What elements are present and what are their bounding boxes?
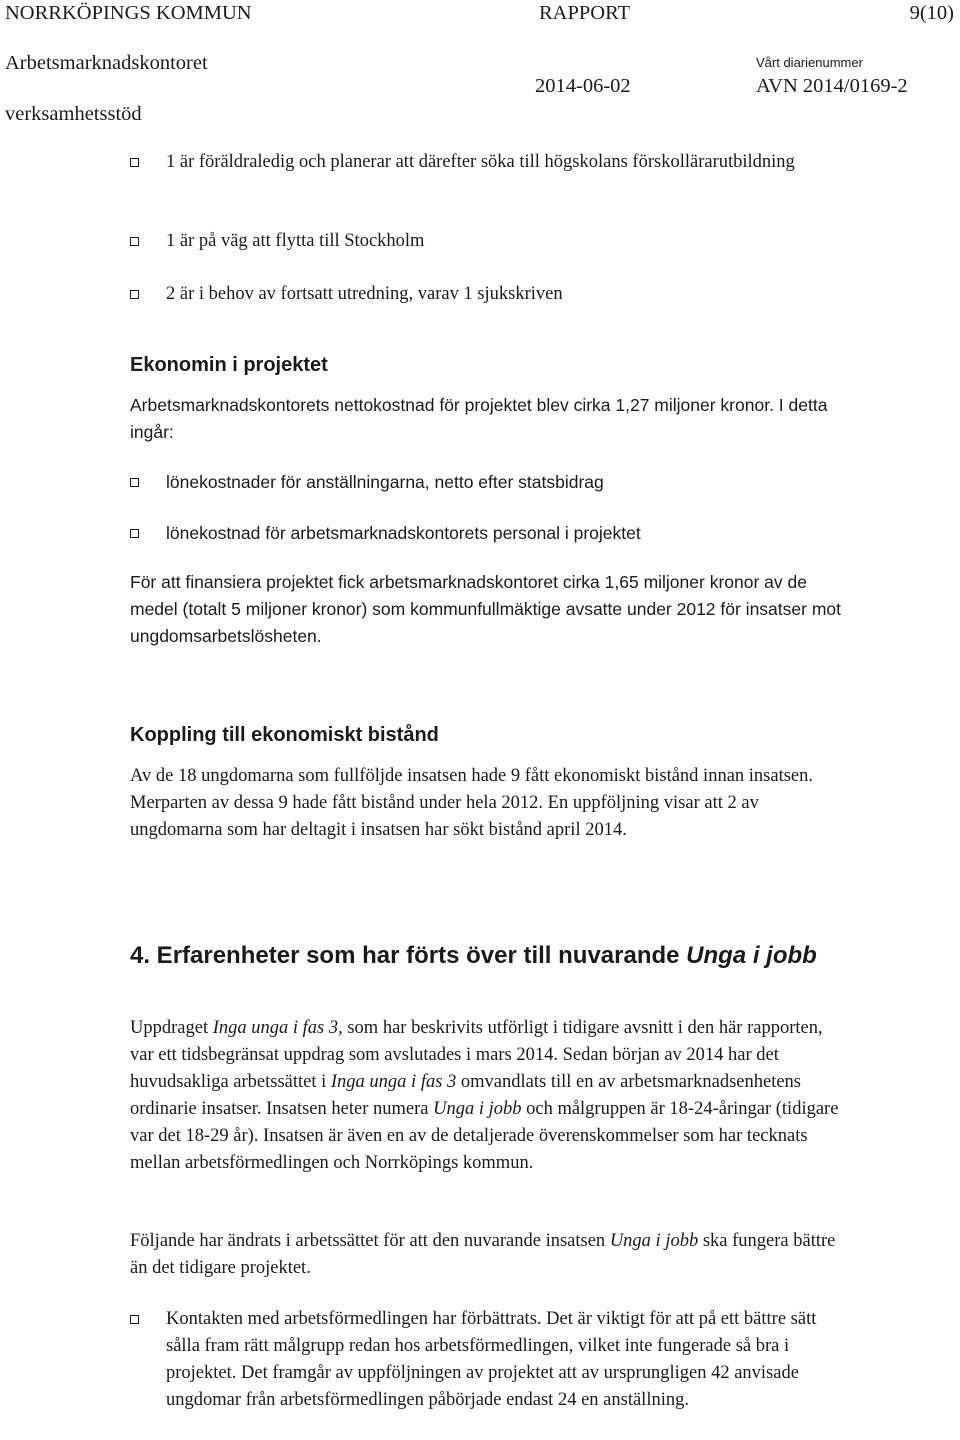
economy-intro: Arbetsmarknadskontorets nettokostnad för projektet blev cirka 1,27 miljoner kronor. I detta ingår: <box>130 395 828 442</box>
economy-item-2: lönekostnad för arbetsmarknadskontorets personal i projektet <box>130 520 850 547</box>
checkbox-bullet-icon <box>130 290 139 299</box>
checkbox-bullet-icon <box>130 529 139 538</box>
section4-heading: 4. Erfarenheter som har förts över till nuvarande Unga i jobb <box>130 942 817 969</box>
unit-name: verksamhetsstöd <box>5 103 142 125</box>
section4-paragraph-1: Uppdraget Inga unga i fas 3, som har beskrivits utförligt i tidigare avsnitt i den här rapporten, var ett tidsbegränsat uppdrag som avslutades i mars 2014. Sedan början av 2014 har det huvudsakliga arbetssättet i Inga unga i fas 3 omvandlats till en av arbetsmarknadsenhetens ordinarie insatser. Insatsen heter numera Unga i jobb och målgruppen är 18-24-åringar (tidigare var det 18-29 år). Insatsen är även en av de detaljerade överenskommelser som har tecknats mellan arbetsförmedlingen och Norrköpings kommun. <box>130 1018 839 1173</box>
checkbox-bullet-icon <box>130 237 139 246</box>
diarie-label: Vårt diarienummer <box>756 55 863 70</box>
department-name: Arbetsmarknadskontoret <box>5 52 208 74</box>
economy-heading: Ekonomin i projektet <box>130 354 328 376</box>
checkbox-bullet-icon <box>130 1315 139 1324</box>
aid-heading: Koppling till ekonomiskt bistånd <box>130 724 439 746</box>
checkbox-bullet-icon <box>130 158 139 167</box>
list-top-item-2: 1 är på väg att flytta till Stockholm <box>130 228 850 255</box>
section4-item-1: Kontakten med arbetsförmedlingen har förbättrats. Det är viktigt för att på ett bättre sätt sålla fram rätt målgrupp redan hos arbetsförmedlingen, vilket inte fungerade så bra i projektet. Det framgår av uppföljningen av projektet att av ursprungligen 42 anvisade ungdomar från arbetsförmedlingen påbörjade endast 24 en anställning. <box>130 1306 850 1414</box>
list-top-item-1: 1 är föräldraledig och planerar att därefter söka till högskolans förskollärarutbildning <box>130 149 850 176</box>
org-name: NORRKÖPINGS KOMMUN <box>5 2 252 24</box>
page-number: 9(10) <box>909 2 954 24</box>
diarie-number: AVN 2014/0169-2 <box>756 75 908 97</box>
checkbox-bullet-icon <box>130 478 139 487</box>
economy-item-1: lönekostnader för anställningarna, netto efter statsbidrag <box>130 469 850 496</box>
section4-paragraph-2: Följande har ändrats i arbetssättet för att den nuvarande insatsen Unga i jobb ska fungera bättre än det tidigare projektet. <box>130 1231 836 1278</box>
list-top-item-3: 2 är i behov av fortsatt utredning, varav 1 sjukskriven <box>130 281 850 308</box>
report-date: 2014-06-02 <box>535 75 631 97</box>
aid-text: Av de 18 ungdomarna som fullföljde insatsen hade 9 fått ekonomiskt bistånd innan insatsen. Merparten av dessa 9 hade fått bistånd under hela 2012. En uppföljning visar att 2 av ungdomarna som har deltagit i insatsen har sökt bistånd april 2014. <box>130 766 814 840</box>
report-label: RAPPORT <box>539 2 631 24</box>
economy-financing: För att finansiera projektet fick arbetsmarknadskontoret cirka 1,65 miljoner kronor av de medel (totalt 5 miljoner kronor) som kommunfullmäktige avsatte under 2012 för insatser mot ungdomsarbetslösheten. <box>130 572 841 646</box>
